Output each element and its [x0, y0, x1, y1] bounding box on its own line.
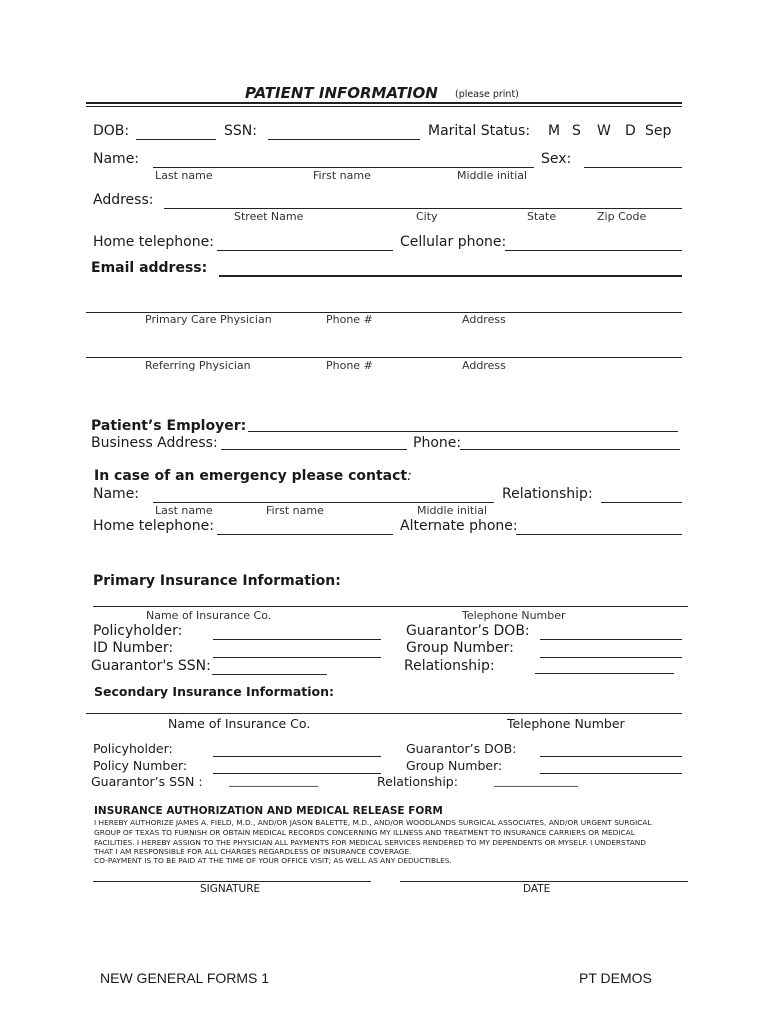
secondary-relationship-label: Relationship:: [377, 774, 458, 789]
primary-policyholder-field[interactable]: [213, 639, 381, 640]
signature-label: SIGNATURE: [200, 883, 261, 895]
ssn-field[interactable]: [268, 139, 420, 140]
primary-guarantor-ssn-label: Guarantor's SSN:: [91, 658, 211, 674]
business-phone-field[interactable]: [460, 449, 680, 450]
caption-street-name: Street Name: [234, 210, 304, 223]
caption-state: State: [527, 210, 557, 223]
secondary-policy-number-field[interactable]: [213, 773, 381, 774]
emergency-heading-text: In case of an emergency please contact: [94, 468, 408, 484]
caption-middle-initial: Middle initial: [457, 169, 528, 182]
marital-option-s[interactable]: S: [572, 123, 581, 139]
marital-option-sep[interactable]: Sep: [645, 123, 672, 139]
secondary-policyholder-field[interactable]: [213, 756, 381, 757]
caption-zip-code: Zip Code: [597, 210, 647, 223]
caption-primary-address: Address: [462, 313, 506, 326]
secondary-relationship-field[interactable]: ________________: [494, 775, 578, 787]
emergency-name-label: Name:: [93, 486, 140, 502]
primary-id-number-field[interactable]: [213, 657, 381, 658]
secondary-guarantor-dob-label: Guarantor’s DOB:: [406, 741, 517, 756]
caption-referring-address: Address: [462, 359, 506, 372]
secondary-group-number-label: Group Number:: [406, 758, 503, 773]
caption-referring-phone: Phone #: [326, 359, 373, 372]
date-field[interactable]: [400, 881, 688, 882]
marital-option-w[interactable]: W: [597, 123, 611, 139]
emergency-heading: [94, 468, 412, 484]
secondary-group-number-field[interactable]: [540, 773, 682, 774]
primary-group-number-label: Group Number:: [406, 640, 514, 656]
authorization-line: FACILITIES. I HEREBY ASSIGN TO THE PHYSICIAN ALL PAYMENTS FOR MEDICAL SERVICES RENDERED TO MY DEPENDENTS OR MYSELF. I UNDERSTAND: [94, 838, 646, 847]
emergency-caption-last-name: Last name: [155, 504, 213, 517]
emergency-caption-first-name: First name: [266, 504, 324, 517]
caption-referring-physician: Referring Physician: [145, 359, 251, 372]
footer-left: NEW GENERAL FORMS 1: [100, 970, 270, 986]
secondary-caption-telephone: Telephone Number: [507, 716, 625, 731]
primary-id-number-label: ID Number:: [93, 640, 174, 656]
address-field[interactable]: [164, 208, 682, 209]
secondary-guarantor-ssn-field[interactable]: _________________: [229, 775, 319, 787]
primary-insurance-name-line[interactable]: [93, 606, 688, 607]
dob-field[interactable]: [136, 139, 216, 140]
business-phone-label: Phone:: [413, 435, 462, 451]
employer-label: Patient’s Employer:: [91, 418, 247, 434]
business-address-label: Business Address:: [91, 435, 218, 451]
dob-label: DOB:: [93, 123, 130, 139]
date-label: DATE: [523, 883, 551, 895]
emergency-caption-middle-initial: Middle initial: [417, 504, 488, 517]
secondary-policy-number-label: Policy Number:: [93, 758, 188, 773]
authorization-line: I HEREBY AUTHORIZE JAMES A. FIELD, M.D., AND/OR JASON BALETTE, M.D., AND/OR WOODLANDS SURGICAL ASSOCIATES, AND/OR URGENT SURGICAL: [94, 818, 652, 827]
email-label: Email address:: [91, 260, 208, 276]
business-address-field[interactable]: [221, 449, 407, 450]
primary-group-number-field[interactable]: [540, 657, 682, 658]
marital-option-m[interactable]: M: [548, 123, 561, 139]
caption-primary-phone: Phone #: [326, 313, 373, 326]
primary-policyholder-label: Policyholder:: [93, 623, 183, 639]
emergency-relationship-label: Relationship:: [502, 486, 593, 502]
caption-last-name: Last name: [155, 169, 213, 182]
cellular-phone-field[interactable]: [505, 250, 682, 251]
title-rule-thick: [86, 102, 682, 104]
caption-primary-care-physician: Primary Care Physician: [145, 313, 272, 326]
primary-guarantor-ssn-field[interactable]: _________________: [212, 660, 327, 676]
cellular-phone-label: Cellular phone:: [400, 234, 507, 250]
primary-caption-insurance-co: Name of Insurance Co.: [146, 609, 272, 622]
caption-first-name: First name: [313, 169, 371, 182]
marital-status-label: Marital Status:: [428, 123, 531, 139]
emergency-home-telephone-label: Home telephone:: [93, 518, 214, 534]
referring-physician-line[interactable]: [86, 357, 682, 358]
primary-relationship-label: Relationship:: [404, 658, 495, 674]
page-subtitle: (please print): [455, 89, 519, 100]
email-field[interactable]: [219, 275, 682, 277]
employer-field[interactable]: [248, 431, 678, 432]
secondary-guarantor-dob-field[interactable]: [540, 756, 682, 757]
secondary-policyholder-label: Policyholder:: [93, 741, 173, 756]
emergency-relationship-field[interactable]: [601, 502, 682, 503]
address-label: Address:: [93, 192, 154, 208]
home-telephone-label: Home telephone:: [93, 234, 214, 250]
emergency-home-telephone-field[interactable]: [217, 534, 393, 535]
title-rule-thin: [86, 106, 682, 107]
emergency-heading-colon: :: [407, 468, 412, 484]
emergency-name-field[interactable]: [153, 502, 494, 503]
primary-guarantor-dob-field[interactable]: [540, 639, 682, 640]
emergency-alternate-phone-field[interactable]: [516, 534, 682, 535]
primary-insurance-heading: Primary Insurance Information:: [93, 573, 341, 589]
authorization-line: CO-PAYMENT IS TO BE PAID AT THE TIME OF YOUR OFFICE VISIT; AS WELL AS ANY DEDUCTIBLES.: [94, 856, 452, 865]
emergency-alternate-phone-label: Alternate phone:: [400, 518, 518, 534]
secondary-caption-insurance-co: Name of Insurance Co.: [168, 716, 311, 731]
primary-caption-telephone: Telephone Number: [462, 609, 566, 622]
signature-field[interactable]: [93, 881, 371, 882]
sex-label: Sex:: [541, 151, 572, 167]
home-telephone-field[interactable]: [217, 250, 393, 251]
authorization-heading: INSURANCE AUTHORIZATION AND MEDICAL RELEASE FORM: [94, 805, 443, 817]
footer-right: PT DEMOS: [579, 970, 652, 986]
primary-guarantor-dob-label: Guarantor’s DOB:: [406, 623, 530, 639]
secondary-guarantor-ssn-label: Guarantor’s SSN :: [91, 774, 203, 789]
authorization-line: GROUP OF TEXAS TO FURNISH OR OBTAIN MEDICAL RECORDS CONCERNING MY ILLNESS AND TREATMENT TO INSURANCE CARRIERS OR MEDICAL: [94, 828, 635, 837]
secondary-insurance-heading: Secondary Insurance Information:: [94, 684, 334, 699]
authorization-line: THAT I AM RESPONSIBLE FOR ALL CHARGES REGARDLESS OF INSURANCE COVERAGE.: [94, 847, 412, 856]
ssn-label: SSN:: [224, 123, 257, 139]
secondary-insurance-name-line[interactable]: [86, 713, 682, 714]
name-label: Name:: [93, 151, 140, 167]
name-field[interactable]: [153, 167, 534, 168]
caption-city: City: [416, 210, 438, 223]
page-title: PATIENT INFORMATION: [245, 84, 438, 102]
primary-relationship-field[interactable]: [535, 673, 674, 674]
sex-field[interactable]: [584, 167, 682, 168]
marital-option-d[interactable]: D: [625, 123, 636, 139]
